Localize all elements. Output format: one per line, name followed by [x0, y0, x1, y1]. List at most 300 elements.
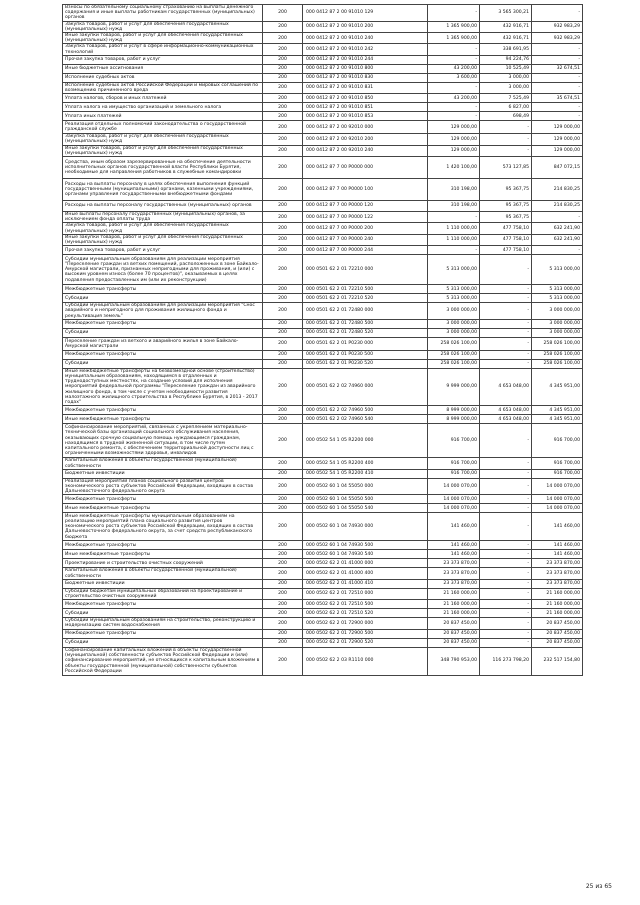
row-remaining-cell: 3 000 000,00 [532, 319, 583, 328]
table-row [63, 179, 583, 201]
row-remaining-cell: 129 000,00 [532, 145, 583, 156]
row-code-cell: 200 [263, 179, 303, 201]
row-plan-cell: 20 837 450,00 [428, 618, 480, 629]
row-name-cell: Закупка товаров, работ и услуг для обеспечения государственных (муниципальных) нужд [63, 223, 263, 234]
table-row [63, 82, 583, 93]
row-classification-cell: 000 0502 62 2 01 72510 520 [303, 609, 428, 618]
row-code-cell: 200 [263, 469, 303, 478]
row-code-cell: 200 [263, 579, 303, 588]
row-plan-cell: - [428, 55, 480, 64]
row-name-cell: Софинансирование капитальных вложений в объекты государственной (муниципальной) собственности субъектов Российской Федерации и (или) софинансирование мероприятий, не относящихся к капитальным вложениям в объекты государственной (муниципальной) собственности субъектов Российской Федерации [63, 647, 263, 675]
row-classification-cell: 000 0501 62 2 01 72210 000 [303, 255, 428, 285]
row-code-cell: 200 [263, 82, 303, 93]
row-name-cell: Межбюджетные трансферты [63, 600, 263, 609]
row-classification-cell: 000 0412 87 2 00 91010 129 [303, 5, 428, 22]
row-name-cell: Капитальные вложения в объекты государственной (муниципальной) собственности [63, 568, 263, 579]
table-row [63, 94, 583, 103]
row-classification-cell: 000 0501 62 2 01 72480 000 [303, 303, 428, 320]
row-classification-cell: 000 0501 62 2 01 P0230 000 [303, 337, 428, 350]
row-executed-cell: - [480, 303, 532, 320]
row-code-cell: 200 [263, 415, 303, 424]
row-plan-cell: 348 790 953,00 [428, 647, 480, 675]
row-name-cell: Средства, иным образом зарезервированные на обеспечение деятельности исполнительных органов государственной власти Республики Бурятия, необходимые для направления работников в служебные командировки [63, 157, 263, 179]
row-remaining-cell: 232 517 154,80 [532, 647, 583, 675]
row-plan-cell: 310 198,00 [428, 201, 480, 212]
row-classification-cell: 000 0502 60 1 04 55050 500 [303, 495, 428, 504]
row-name-cell: Расходы на выплаты персоналу государственных (муниципальных) органов [63, 201, 263, 212]
row-remaining-cell: 14 000 070,00 [532, 504, 583, 513]
row-plan-cell: 5 313 000,00 [428, 255, 480, 285]
row-code-cell: 200 [263, 350, 303, 359]
row-code-cell: 200 [263, 21, 303, 32]
row-classification-cell: 000 0412 87 7 00 P0000 122 [303, 212, 428, 223]
table-row [63, 647, 583, 675]
row-code-cell: 200 [263, 568, 303, 579]
row-classification-cell: 000 0502 60 1 04 74930 540 [303, 550, 428, 559]
row-name-cell: Иные закупки товаров, работ и услуг для обеспечения государственных (муниципальных) нужд [63, 33, 263, 44]
row-name-cell: Межбюджетные трансферты [63, 495, 263, 504]
row-executed-cell: - [480, 568, 532, 579]
row-classification-cell: 000 0412 87 7 00 P0000 100 [303, 179, 428, 201]
row-name-cell: Межбюджетные трансферты [63, 350, 263, 359]
row-name-cell: Иные межбюджетные трансферты муниципальным образованиям на реализацию мероприятий плана социального развития центров экономического роста субъектов Российской Федерации, входящих в состав Дальневосточного федерального округа, за счет средств республиканского бюджета [63, 513, 263, 541]
row-classification-cell: 000 0412 87 2 00 91010 830 [303, 73, 428, 82]
row-plan-cell: 141 460,00 [428, 513, 480, 541]
row-plan-cell: 3 600,00 [428, 73, 480, 82]
row-remaining-cell: 3 000 000,00 [532, 328, 583, 337]
row-remaining-cell: 20 837 450,00 [532, 618, 583, 629]
row-remaining-cell: 4 345 951,00 [532, 368, 583, 405]
row-name-cell: Межбюджетные трансферты [63, 629, 263, 638]
budget-table-sheet [62, 4, 582, 676]
budget-execution-table [62, 4, 583, 676]
table-row [63, 579, 583, 588]
row-executed-cell: - [480, 579, 532, 588]
row-name-cell: Субсидии муниципальным образованиям для реализации мероприятия "Снос аварийного и непригодного для проживания жилищного фонда и рекультивация земель" [63, 303, 263, 320]
table-row [63, 328, 583, 337]
row-code-cell: 200 [263, 201, 303, 212]
row-code-cell: 200 [263, 368, 303, 405]
table-row [63, 609, 583, 618]
row-code-cell: 200 [263, 223, 303, 234]
row-classification-cell: 000 0412 87 2 00 91010 800 [303, 64, 428, 73]
row-executed-cell: - [480, 337, 532, 350]
row-classification-cell: 000 0412 87 2 00 91010 853 [303, 112, 428, 121]
row-executed-cell: - [480, 638, 532, 647]
row-code-cell: 200 [263, 458, 303, 469]
row-name-cell: Субсидии [63, 294, 263, 303]
row-name-cell: Субсидии [63, 609, 263, 618]
row-executed-cell: - [480, 328, 532, 337]
row-executed-cell: - [480, 513, 532, 541]
row-plan-cell: 916 700,00 [428, 458, 480, 469]
row-remaining-cell: 129 000,00 [532, 121, 583, 134]
row-name-cell: Субсидии [63, 328, 263, 337]
row-name-cell: Иные бюджетные ассигнования [63, 64, 263, 73]
row-executed-cell: - [480, 618, 532, 629]
row-classification-cell: 000 0412 87 2 00 91010 242 [303, 44, 428, 55]
row-name-cell: Иные межбюджетные трансферты [63, 550, 263, 559]
table-row [63, 134, 583, 145]
row-code-cell: 200 [263, 212, 303, 223]
row-executed-cell: - [480, 469, 532, 478]
row-code-cell: 200 [263, 294, 303, 303]
row-remaining-cell: 932 983,29 [532, 21, 583, 32]
row-classification-cell: 000 0502 62 2 01 72900 000 [303, 618, 428, 629]
row-executed-cell: 3 000,00 [480, 82, 532, 93]
row-code-cell: 200 [263, 55, 303, 64]
row-classification-cell: 000 0501 62 2 01 72210 520 [303, 294, 428, 303]
row-executed-cell: 95 367,75 [480, 201, 532, 212]
row-remaining-cell: 932 983,29 [532, 33, 583, 44]
row-executed-cell: 10 525,49 [480, 64, 532, 73]
row-classification-cell: 000 0412 87 7 00 P0000 200 [303, 223, 428, 234]
row-plan-cell: 21 160 000,00 [428, 609, 480, 618]
row-remaining-cell: 20 837 450,00 [532, 629, 583, 638]
row-remaining-cell: 129 000,00 [532, 134, 583, 145]
row-remaining-cell: 3 000 000,00 [532, 303, 583, 320]
row-remaining-cell: - [532, 246, 583, 255]
table-row [63, 112, 583, 121]
row-plan-cell: - [428, 112, 480, 121]
row-classification-cell: 000 0412 87 2 00 92010 200 [303, 134, 428, 145]
row-plan-cell: 20 837 450,00 [428, 629, 480, 638]
row-classification-cell: 000 0502 60 1 04 74930 000 [303, 513, 428, 541]
row-plan-cell: 141 460,00 [428, 541, 480, 550]
row-name-cell: Субсидии [63, 638, 263, 647]
row-code-cell: 200 [263, 44, 303, 55]
row-plan-cell: 3 000 000,00 [428, 319, 480, 328]
row-plan-cell: 43 200,00 [428, 64, 480, 73]
table-row [63, 618, 583, 629]
row-name-cell: Переселение граждан из ветхого и аварийного жилья в зоне Байкало-Амурской магистрали [63, 337, 263, 350]
table-row [63, 64, 583, 73]
table-row [63, 103, 583, 112]
row-plan-cell: 14 000 070,00 [428, 504, 480, 513]
row-name-cell: Иные межбюджетные трансферты на безвозмездной основе (строительство) муниципальным образованиям, находящимся в отдаленных и труднодоступных местностях, на создание условий для исполнения мероприятий федеральной программы "Переселение граждан из аварийного жилищного фонда, в том числе с учетом необходимости развития малоэтажного жилищного строительства в Республике Бурятия, в 2013 - 2017 годах" [63, 368, 263, 405]
row-name-cell: Исполнение судебных актов [63, 73, 263, 82]
row-code-cell: 200 [263, 319, 303, 328]
table-row [63, 21, 583, 32]
row-classification-cell: 000 0502 62 2 01 72510 000 [303, 588, 428, 599]
row-classification-cell: 000 0502 60 1 04 74930 500 [303, 541, 428, 550]
row-classification-cell: 000 0502 62 2 01 72510 500 [303, 600, 428, 609]
row-plan-cell: 258 026 100,00 [428, 350, 480, 359]
row-remaining-cell: 23 373 870,00 [532, 579, 583, 588]
table-row [63, 223, 583, 234]
row-plan-cell: 8 999 000,00 [428, 406, 480, 415]
row-executed-cell: 3 565 300,21 [480, 5, 532, 22]
row-name-cell: Иные межбюджетные трансферты [63, 504, 263, 513]
table-row [63, 458, 583, 469]
row-name-cell: Прочая закупка товаров, работ и услуг [63, 55, 263, 64]
table-row [63, 600, 583, 609]
row-remaining-cell: 214 830,25 [532, 201, 583, 212]
row-classification-cell: 000 0502 60 1 04 55050 540 [303, 504, 428, 513]
row-remaining-cell: 4 345 951,00 [532, 415, 583, 424]
row-name-cell: Иные закупки товаров, работ и услуг для обеспечения государственных (муниципальных) нужд [63, 234, 263, 245]
table-row [63, 5, 583, 22]
row-executed-cell: 95 367,75 [480, 179, 532, 201]
row-classification-cell: 000 0412 87 2 00 91010 200 [303, 21, 428, 32]
row-executed-cell: 116 273 798,20 [480, 647, 532, 675]
row-executed-cell: 338 691,95 [480, 44, 532, 55]
row-executed-cell: - [480, 424, 532, 458]
row-remaining-cell: 141 460,00 [532, 550, 583, 559]
table-row [63, 303, 583, 320]
row-classification-cell: 000 0412 87 2 00 91010 244 [303, 55, 428, 64]
row-classification-cell: 000 0412 87 2 00 92010 000 [303, 121, 428, 134]
row-code-cell: 200 [263, 618, 303, 629]
row-code-cell: 200 [263, 495, 303, 504]
row-remaining-cell: 916 700,00 [532, 469, 583, 478]
row-code-cell: 200 [263, 285, 303, 294]
row-name-cell: Уплата налога на имущество организаций и земельного налога [63, 103, 263, 112]
row-remaining-cell: 847 072,15 [532, 157, 583, 179]
row-name-cell: Софинансирование мероприятий, связанных с укреплением материально-технической базы организаций социального обслуживания населения, оказывающих срочную социальную помощь нуждающимся гражданам, находящимся в трудной жизненной ситуации, в том числе путем капитального ремонта, с обеспечением территориальной доступности лиц с ограниченными возможностями здоровья, инвалидов [63, 424, 263, 458]
row-plan-cell: 21 160 000,00 [428, 600, 480, 609]
row-code-cell: 200 [263, 629, 303, 638]
row-code-cell: 200 [263, 73, 303, 82]
table-row [63, 121, 583, 134]
row-plan-cell: 20 837 450,00 [428, 638, 480, 647]
row-name-cell: Субсидии муниципальным образованиям для реализации мероприятия "Переселение граждан из ветхих помещений, расположенных в зоне Байкало-Амурской магистрали, признанных непригодными для проживания, и (или) с высоким уровнем износа (более 70 процентов)", оказываемых в целях подавления предоставленных им (или их реконструкции) [63, 255, 263, 285]
row-executed-cell: 698,49 [480, 112, 532, 121]
row-remaining-cell: - [532, 5, 583, 22]
row-remaining-cell: - [532, 55, 583, 64]
row-plan-cell: 258 026 100,00 [428, 359, 480, 368]
row-executed-cell: 432 916,71 [480, 21, 532, 32]
row-code-cell: 200 [263, 246, 303, 255]
row-code-cell: 200 [263, 504, 303, 513]
row-remaining-cell: 14 000 070,00 [532, 478, 583, 495]
row-plan-cell: 8 999 000,00 [428, 415, 480, 424]
row-executed-cell: 4 653 048,00 [480, 406, 532, 415]
row-executed-cell: - [480, 350, 532, 359]
row-executed-cell: 573 127,85 [480, 157, 532, 179]
row-code-cell: 200 [263, 5, 303, 22]
row-code-cell: 200 [263, 600, 303, 609]
row-executed-cell: - [480, 121, 532, 134]
row-remaining-cell: 258 026 100,00 [532, 350, 583, 359]
table-row [63, 495, 583, 504]
row-code-cell: 200 [263, 609, 303, 618]
row-executed-cell: 94 224,76 [480, 55, 532, 64]
table-row [63, 212, 583, 223]
row-plan-cell: 5 313 000,00 [428, 294, 480, 303]
row-name-cell: Закупка товаров, работ и услуг для обеспечения государственных (муниципальных) нужд [63, 134, 263, 145]
row-classification-cell: 000 0502 62 2 03 R1110 000 [303, 647, 428, 675]
row-classification-cell: 000 0501 62 2 01 72210 500 [303, 285, 428, 294]
table-row [63, 513, 583, 541]
table-row [63, 157, 583, 179]
row-classification-cell: 000 0412 87 2 00 91010 831 [303, 82, 428, 93]
row-code-cell: 200 [263, 103, 303, 112]
row-remaining-cell: - [532, 112, 583, 121]
row-name-cell: Межбюджетные трансферты [63, 406, 263, 415]
row-executed-cell: - [480, 458, 532, 469]
table-row [63, 424, 583, 458]
row-classification-cell: 000 0502 62 2 01 72900 520 [303, 638, 428, 647]
row-remaining-cell: 5 313 000,00 [532, 285, 583, 294]
row-remaining-cell: 23 373 870,00 [532, 568, 583, 579]
row-executed-cell: - [480, 145, 532, 156]
row-plan-cell: 43 200,00 [428, 94, 480, 103]
table-row [63, 504, 583, 513]
row-classification-cell: 000 0502 62 2 01 41000 410 [303, 579, 428, 588]
row-plan-cell: 9 999 000,00 [428, 368, 480, 405]
row-remaining-cell: 35 674,51 [532, 94, 583, 103]
row-plan-cell: - [428, 212, 480, 223]
row-code-cell: 200 [263, 359, 303, 368]
row-executed-cell: 432 916,71 [480, 33, 532, 44]
row-remaining-cell: 632 241,90 [532, 223, 583, 234]
row-executed-cell: - [480, 588, 532, 599]
row-executed-cell: - [480, 504, 532, 513]
row-classification-cell: 000 0502 54 1 05 R2200 400 [303, 458, 428, 469]
row-plan-cell: 23 373 870,00 [428, 579, 480, 588]
row-executed-cell: - [480, 629, 532, 638]
table-row [63, 44, 583, 55]
row-classification-cell: 000 0501 62 2 02 74960 540 [303, 415, 428, 424]
row-classification-cell: 000 0412 87 2 00 92010 240 [303, 145, 428, 156]
row-code-cell: 200 [263, 157, 303, 179]
row-executed-cell: 95 367,75 [480, 212, 532, 223]
row-executed-cell: 4 653 048,00 [480, 415, 532, 424]
row-remaining-cell: 21 160 000,00 [532, 609, 583, 618]
table-row [63, 550, 583, 559]
row-executed-cell: - [480, 319, 532, 328]
table-row [63, 255, 583, 285]
row-remaining-cell: 21 160 000,00 [532, 600, 583, 609]
row-classification-cell: 000 0501 62 2 02 74960 500 [303, 406, 428, 415]
table-body [63, 5, 583, 676]
row-code-cell: 200 [263, 638, 303, 647]
row-name-cell: Межбюджетные трансферты [63, 285, 263, 294]
row-remaining-cell: - [532, 73, 583, 82]
row-plan-cell: 1 110 000,00 [428, 223, 480, 234]
table-row [63, 368, 583, 405]
table-row [63, 234, 583, 245]
row-code-cell: 200 [263, 234, 303, 245]
table-row [63, 359, 583, 368]
row-executed-cell: - [480, 478, 532, 495]
row-executed-cell: - [480, 550, 532, 559]
table-row [63, 541, 583, 550]
row-remaining-cell: 214 830,25 [532, 179, 583, 201]
row-remaining-cell: 23 373 870,00 [532, 559, 583, 568]
row-executed-cell: - [480, 134, 532, 145]
row-remaining-cell: - [532, 212, 583, 223]
row-code-cell: 200 [263, 337, 303, 350]
table-row [63, 337, 583, 350]
row-remaining-cell: 258 026 100,00 [532, 337, 583, 350]
row-code-cell: 200 [263, 33, 303, 44]
row-plan-cell: 916 700,00 [428, 469, 480, 478]
table-row [63, 73, 583, 82]
row-name-cell: Бюджетные инвестиции [63, 469, 263, 478]
row-code-cell: 200 [263, 145, 303, 156]
row-executed-cell: 477 758,10 [480, 246, 532, 255]
row-classification-cell: 000 0501 62 2 01 P0230 500 [303, 350, 428, 359]
row-remaining-cell: 5 313 000,00 [532, 294, 583, 303]
row-remaining-cell: 5 313 000,00 [532, 255, 583, 285]
row-classification-cell: 000 0501 62 2 01 72480 520 [303, 328, 428, 337]
row-plan-cell: 129 000,00 [428, 145, 480, 156]
row-executed-cell: - [480, 609, 532, 618]
table-row [63, 588, 583, 599]
table-row [63, 55, 583, 64]
row-remaining-cell: 21 160 000,00 [532, 588, 583, 599]
table-row [63, 406, 583, 415]
row-remaining-cell: 20 837 450,00 [532, 638, 583, 647]
row-classification-cell: 000 0502 62 2 01 41000 400 [303, 568, 428, 579]
row-plan-cell: 3 000 000,00 [428, 328, 480, 337]
row-classification-cell: 000 0412 87 2 00 91010 240 [303, 33, 428, 44]
row-name-cell: Субсидии бюджетам муниципальных образований на проектирование и строительство очистных сооружений [63, 588, 263, 599]
table-row [63, 568, 583, 579]
row-name-cell: Межбюджетные трансферты [63, 319, 263, 328]
row-code-cell: 200 [263, 112, 303, 121]
row-remaining-cell: 32 674,51 [532, 64, 583, 73]
row-plan-cell: - [428, 82, 480, 93]
row-executed-cell: - [480, 495, 532, 504]
row-code-cell: 200 [263, 424, 303, 458]
row-executed-cell: - [480, 255, 532, 285]
row-code-cell: 200 [263, 134, 303, 145]
table-row [63, 469, 583, 478]
row-remaining-cell: - [532, 44, 583, 55]
row-plan-cell: 1 110 000,00 [428, 234, 480, 245]
row-name-cell: Иные межбюджетные трансферты [63, 415, 263, 424]
row-name-cell: Закупка товаров, работ и услуг для обеспечения государственных (муниципальных) нужд [63, 21, 263, 32]
row-plan-cell: 3 000 000,00 [428, 303, 480, 320]
row-name-cell: Прочая закупка товаров, работ и услуг [63, 246, 263, 255]
row-plan-cell: 258 026 100,00 [428, 337, 480, 350]
row-classification-cell: 000 0412 87 7 00 P0000 120 [303, 201, 428, 212]
page-number: 25 из 65 [585, 883, 612, 890]
row-executed-cell: 6 827,00 [480, 103, 532, 112]
row-remaining-cell: - [532, 103, 583, 112]
row-code-cell: 200 [263, 559, 303, 568]
table-row [63, 638, 583, 647]
row-plan-cell: 310 198,00 [428, 179, 480, 201]
row-code-cell: 200 [263, 328, 303, 337]
row-plan-cell: 23 373 870,00 [428, 568, 480, 579]
row-remaining-cell: 258 026 100,00 [532, 359, 583, 368]
row-code-cell: 200 [263, 513, 303, 541]
row-executed-cell: - [480, 359, 532, 368]
row-code-cell: 200 [263, 303, 303, 320]
row-plan-cell: 23 373 870,00 [428, 559, 480, 568]
row-executed-cell: 4 653 048,00 [480, 368, 532, 405]
table-row [63, 629, 583, 638]
table-row [63, 294, 583, 303]
row-classification-cell: 000 0501 62 2 01 P0230 520 [303, 359, 428, 368]
row-code-cell: 200 [263, 478, 303, 495]
table-row [63, 559, 583, 568]
row-name-cell: Иные закупки товаров, работ и услуг для обеспечения государственных (муниципальных) нужд [63, 145, 263, 156]
row-executed-cell: - [480, 600, 532, 609]
table-row [63, 246, 583, 255]
row-code-cell: 200 [263, 647, 303, 675]
row-name-cell: Уплата иных платежей [63, 112, 263, 121]
table-row [63, 319, 583, 328]
row-name-cell: Расходы на выплаты персоналу в целях обеспечения выполнения функций государственными (муниципальными) органами, казенными учреждениями, органами управления государственными внебюджетными фондами [63, 179, 263, 201]
row-plan-cell: - [428, 103, 480, 112]
row-plan-cell: 1 420 100,00 [428, 157, 480, 179]
row-plan-cell: 129 000,00 [428, 121, 480, 134]
